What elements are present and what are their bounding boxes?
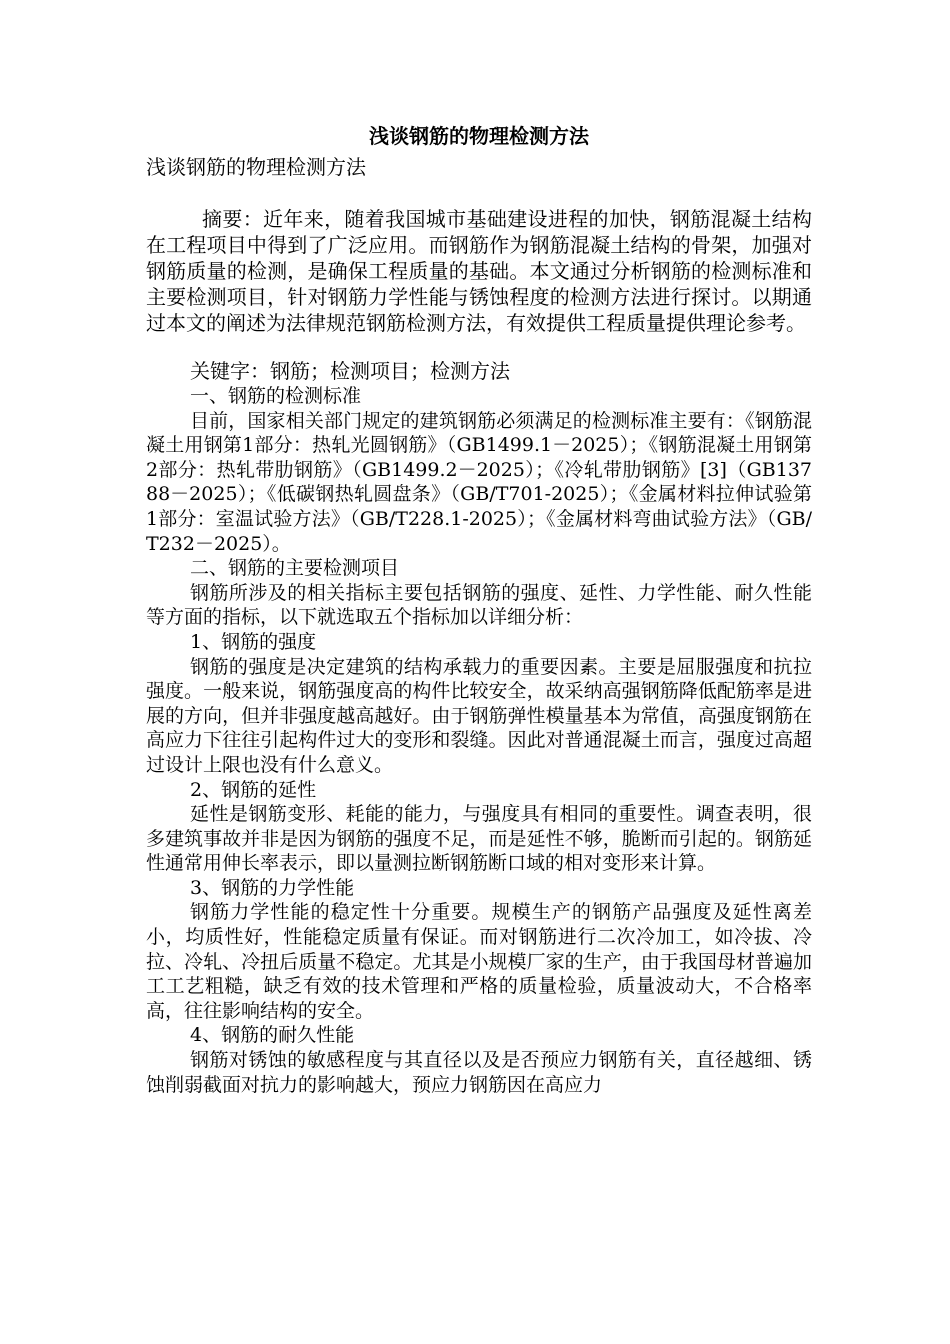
spacer [146, 336, 812, 358]
subheading-durability: 4、钢筋的耐久性能 [190, 1024, 355, 1047]
durability-paragraph: 钢筋对锈蚀的敏感程度与其直径以及是否预应力钢筋有关，直径越细、锈蚀削弱截面对抗力的影响越大，预应力钢筋因在高应力 [146, 1049, 812, 1096]
test-items-paragraph: 钢筋所涉及的相关指标主要包括钢筋的强度、延性、力学性能、耐久性能等方面的指标，以下就选取五个指标加以详细分析： [146, 581, 812, 629]
document-title: 浅谈钢筋的物理检测方法 [369, 124, 589, 148]
mechanical-paragraph: 钢筋力学性能的稳定性十分重要。规模生产的钢筋产品强度及延性离差小，均质性好，性能稳定质量有保证。而对钢筋进行二次冷加工，如冷拔、冷拉、冷轧、冷扭后质量不稳定。尤其是小规模厂家的生产，由于我国母材普遍加工工艺粗糙，缺乏有效的技术管理和严格的质量检验，质量波动大，不合格率高，往往影响结构的安全。 [146, 901, 812, 1022]
section-heading-standards: 一、钢筋的检测标准 [190, 385, 362, 407]
ductility-paragraph: 延性是钢筋变形、耗能的能力，与强度具有相同的重要性。调查表明，很多建筑事故并非是因为钢筋的强度不足，而是延性不够，脆断而引起的。钢筋延性通常用伸长率表示，即以量测拉断钢筋断口域的相对变形来计算。 [146, 803, 812, 875]
spacer [146, 180, 812, 206]
section-heading-test-items: 二、钢筋的主要检测项目 [190, 557, 400, 580]
keywords-line: 关键字：钢筋；检测项目；检测方法 [190, 359, 510, 383]
subheading-strength: 1、钢筋的强度 [190, 630, 317, 653]
strength-paragraph: 钢筋的强度是决定建筑的结构承载力的重要因素。主要是屈服强度和抗拉强度。一般来说，钢筋强度高的构件比较安全，故采纳高强钢筋降低配筋率是进展的方向，但并非强度越高越好。由于钢筋弹性模量基本为常值，高强度钢筋在高应力下往往引起构件过大的变形和裂缝。因此对普通混凝土而言，强度过高超过设计上限也没有什么意义。 [146, 655, 812, 776]
subheading-ductility: 2、钢筋的延性 [190, 778, 317, 801]
standards-paragraph: 目前，国家相关部门规定的建筑钢筋必须满足的检测标准主要有：《钢筋混凝土用钢第1部分：热轧光圆钢筋》（GB1499.1－2025）；《钢筋混凝土用钢第2部分：热轧带肋钢筋》（GB1499.2－2025）；《冷轧带肋钢筋》[3]（GB13788－2025）；《低碳钢热轧圆盘条》（GB/T701-2025）；《金属材料拉伸试验第1部分：室温试验方法》（GB/T228.1-2025）；《金属材料弯曲试验方法》（GB/T232－2025）。 [146, 409, 812, 555]
abstract-paragraph: 摘要：近年来，随着我国城市基础建设进程的加快，钢筋混凝土结构在工程项目中得到了广泛应用。而钢筋作为钢筋混凝土结构的骨架，加强对钢筋质量的检测，是确保工程质量的基础。本文通过分析钢筋的检测标准和主要检测项目，针对钢筋力学性能与锈蚀程度的检测方法进行探讨。以期通过本文的阐述为法律规范钢筋检测方法，有效提供工程质量提供理论参考。 [146, 207, 812, 335]
document-page [146, 118, 812, 1097]
subheading-mechanical: 3、钢筋的力学性能 [190, 876, 355, 899]
document-subtitle: 浅谈钢筋的物理检测方法 [146, 155, 366, 179]
